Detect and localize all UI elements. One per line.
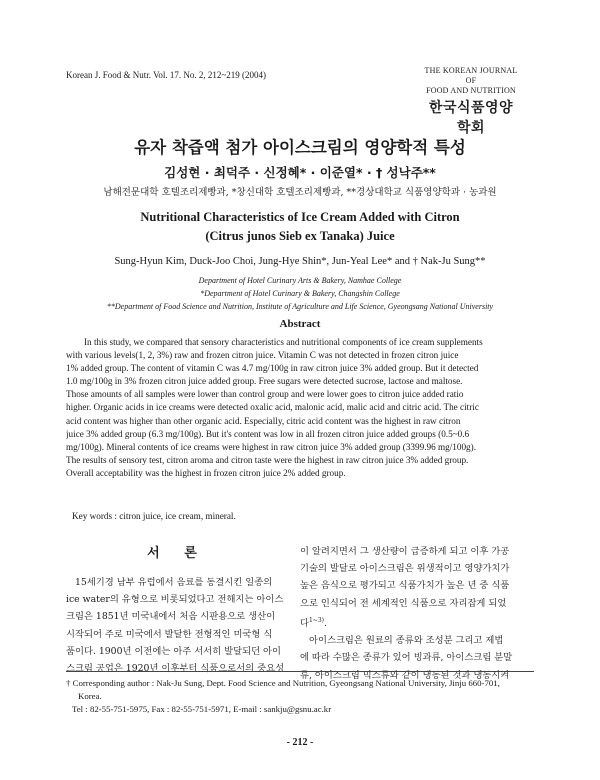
section-heading-introduction: 서 론: [147, 546, 207, 561]
body-line: 다$^{1\sim 3)}$.: [300, 616, 327, 629]
publisher-name-korean: 한국식품영양학회: [428, 100, 514, 136]
abstract-line: with various levels(1, 2, 3%) raw and frozen citron juice. Vitamin C was not detected in frozen citron juice: [66, 350, 459, 361]
citation-reference: 1~3): [308, 616, 324, 624]
abstract-line: The results of sensory test, citron aroma and citron taste were the highest in raw citron juice 3% added group.: [66, 454, 469, 465]
body-line: 품이다. 1900년 이전에는 아주 서서히 발달되던 아이: [66, 645, 281, 657]
body-line: 스크림 공업은 1920년 이후부터 식품으로서의 중요성: [66, 663, 285, 675]
affiliation-korean: 남해전문대학 호텔조리제빵과, *창신대학 호텔조리제빵과, **경상대학교 식품영양학과 · 농과원: [103, 187, 497, 198]
body-line: ice water의 유형으로 비롯되었다고 전해지는 아이스: [66, 594, 284, 606]
abstract-line: acid content was higher than other organic acid. Especially, citric acid content was the highest in raw citron: [66, 415, 461, 426]
authors-korean: 김성현 · 최덕주 · 신정혜* · 이준열* · † 성낙주**: [164, 165, 436, 180]
footnote-line: Tel : 82-55-751-5975, Fax : 82-55-751-5971, E-mail : sankju@gsnu.ac.kr: [72, 704, 332, 714]
footnote-line: Korea.: [78, 691, 102, 701]
body-line: 높은 음식으로 평가되고 식품가치가 높은 년 중 식품: [300, 580, 510, 592]
body-line: 아이스크림은 원료의 종류와 조성분 그리고 제법: [309, 635, 504, 647]
body-line-text: 다: [300, 617, 309, 629]
abstract-line: juice 3% added group (6.3 mg/100g). But it's content was low in all frozen citron juice added groups (0.5~0.6: [66, 428, 470, 439]
abstract-line: Overall acceptability was the highest in frozen citron juice 2% added group.: [66, 467, 346, 478]
body-line: 크림은 1851년 미국내에서 처음 시판용으로 생산이: [66, 611, 276, 623]
footnote-corresponding-author: [66, 677, 534, 716]
body-line: 에 따라 수많은 종류가 있어 빙과류, 아이스크림 분말: [300, 652, 513, 664]
body-line: 이 알려지면서 그 생산량이 급증하게 되고 이후 가공: [300, 546, 510, 557]
abstract-heading: Abstract: [279, 318, 321, 330]
footnote-line: † Corresponding author : Nak-Ju Sung, Dept. Food Science and Nutrition, Gyeongsang National University, Jinju 660-701,: [66, 678, 500, 688]
abstract-line: 1% added group. The content of vitamin C was 4.7 mg/100g in raw citron juice 3% added group. But it detected: [66, 363, 479, 374]
abstract-body: [66, 336, 534, 480]
affiliation-english-2: *Department of Hotel Curinary & Bakery, Changshin College: [200, 289, 400, 298]
body-line: 류, 아이스크림 믹스류와 같이 냉동된 것과 냉동시켜: [300, 669, 510, 681]
journal-reference: Korean J. Food & Nutr. Vol. 17. No. 2, 212~219 (2004): [66, 70, 267, 80]
abstract-line: Those amounts of all samples were lower than control group and were lower goes to citron juice added ratio: [66, 389, 464, 400]
page-number: - 212 -: [286, 737, 314, 748]
publisher-name-line1: THE KOREAN JOURNAL OF: [424, 66, 518, 85]
abstract-line: 1.0 mg/100g in 3% frozen citron juice added group. Free sugars were detected sucrose, lactose and maltose.: [66, 376, 463, 387]
body-line: 기술의 발달로 아이스크림은 위생적이고 영양가치가: [300, 563, 510, 575]
body-line: 시작되어 주로 미국에서 발달한 전형적인 미국형 식: [66, 628, 273, 640]
affiliation-english-3: **Department of Food Science and Nutrition, Institute of Agriculture and Life Science, Gyeongsang National University: [106, 302, 494, 311]
abstract-line: mg/100g). Mineral contents of ice creams were highest in raw citron juice 3% added group (3399.96 mg/100g).: [66, 441, 477, 452]
abstract-line: higher. Organic acids in ice creams were detected oxalic acid, malonic acid, malic acid and citric acid. The citric: [66, 402, 479, 413]
affiliation-english-1: Department of Hotel Curinary Arts & Bakery, Namhae College: [198, 276, 402, 285]
title-english-line1: Nutritional Characteristics of Ice Cream Added with Citron: [140, 210, 460, 224]
keywords: Key words : citron juice, ice cream, mineral.: [72, 511, 236, 521]
body-line: 15세기경 남부 유럽에서 음료를 동결시킨 일종의: [75, 577, 273, 588]
body-line: 으로 인식되어 전 세계적인 식품으로 자리잡게 되었: [300, 597, 507, 609]
publisher-name-line2: FOOD AND NUTRITION: [426, 86, 516, 95]
abstract-line: In this study, we compared that sensory characteristics and nutritional components of ice cream supplements: [84, 337, 483, 347]
publisher-logo: [422, 66, 520, 137]
title-english-line2: (Citrus junos Sieb ex Tanaka) Juice: [205, 229, 395, 243]
footnote-divider: [66, 671, 534, 672]
body-column-left: [66, 574, 286, 677]
authors-english: Sung-Hyun Kim, Duck-Joo Choi, Jung-Hye Shin*, Jun-Yeal Lee* and † Nak-Ju Sung**: [114, 256, 486, 267]
title-korean: 유자 착즙액 첨가 아이스크림의 영양학적 특성: [134, 138, 466, 157]
body-column-right: [300, 543, 534, 684]
